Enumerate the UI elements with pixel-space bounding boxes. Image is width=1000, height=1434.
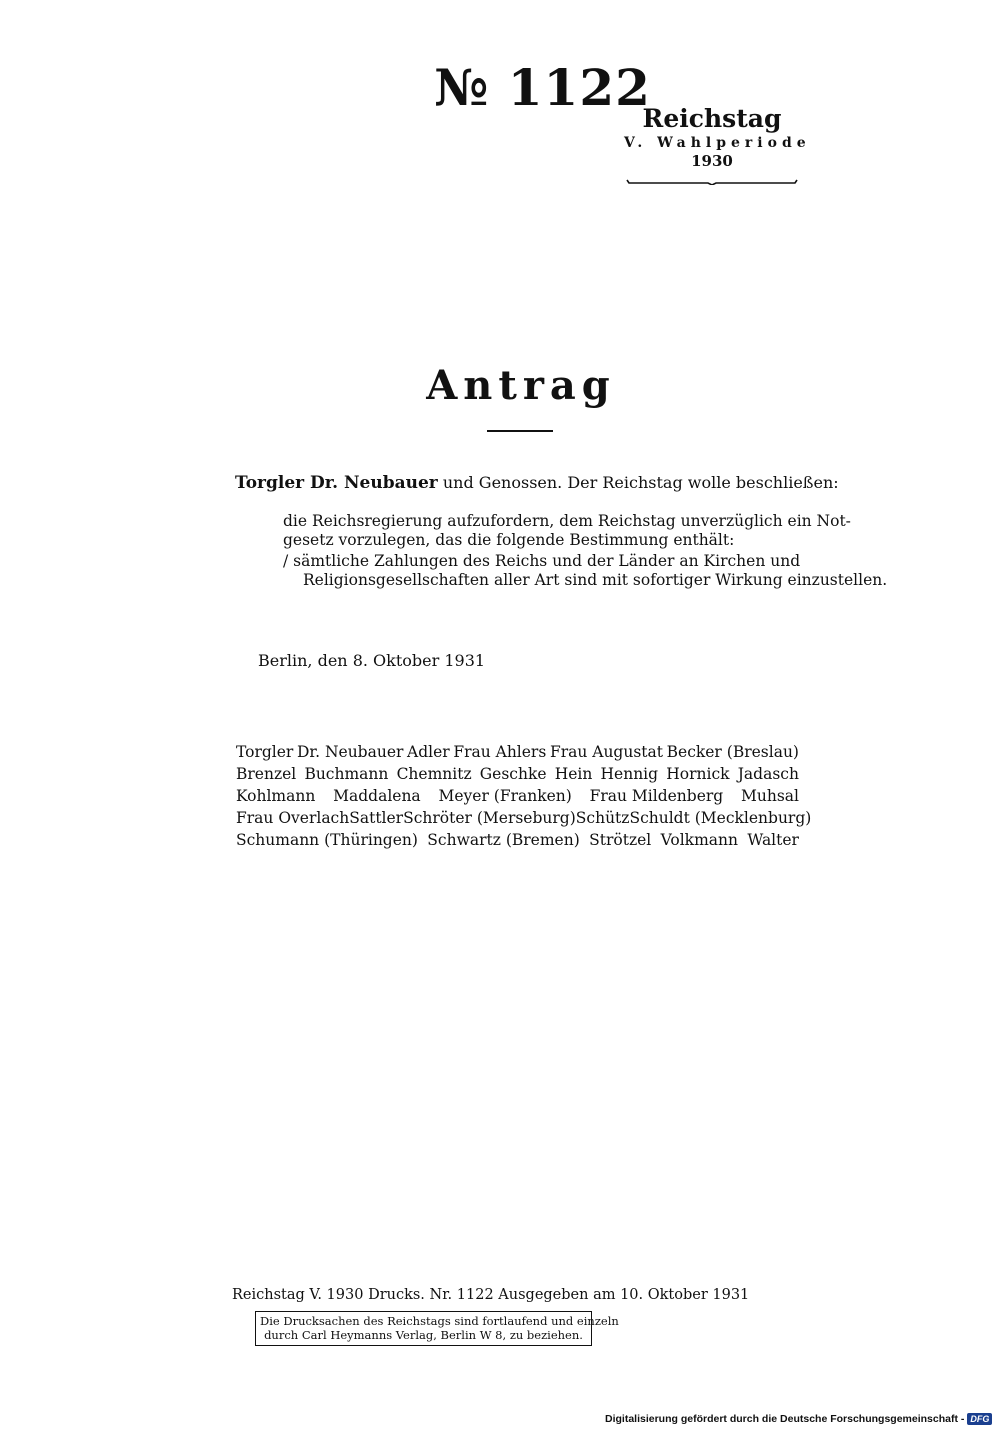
- signatory-row: [236, 831, 799, 849]
- signatory: Adler: [407, 743, 450, 761]
- signatory: Schütz: [575, 809, 630, 827]
- signatory: Dr. Neubauer: [296, 743, 404, 761]
- body-line-4: Religionsgesellschaften aller Art sind mit sofortiger Wirkung einzustellen.: [303, 571, 888, 589]
- digitization-credit: [605, 1413, 992, 1425]
- signatory: Chemnitz: [396, 765, 472, 783]
- document-title: Antrag: [426, 362, 616, 409]
- signatory: Sattler: [349, 809, 404, 827]
- print-reference: Reichstag V. 1930 Drucks. Nr. 1122 Ausgegeben am 10. Oktober 1931: [232, 1287, 750, 1303]
- signatory: Frau Ahlers: [453, 743, 547, 761]
- notice-line-2: durch Carl Heymanns Verlag, Berlin W 8, zu beziehen.: [264, 1328, 583, 1342]
- body-line-3: / sämtliche Zahlungen des Reichs und der Länder an Kirchen und: [283, 552, 801, 570]
- signatory: Brenzel: [236, 765, 297, 783]
- electoral-period: V. Wahlperiode: [624, 135, 811, 151]
- intro-line: [235, 473, 839, 493]
- signatory: Hein: [554, 765, 593, 783]
- signatory-row: [236, 743, 799, 761]
- signatory: Schwartz (Bremen): [427, 831, 580, 849]
- header-rule: [626, 179, 798, 185]
- signatory: Meyer (Franken): [438, 787, 572, 805]
- signatory: Muhsal: [740, 787, 799, 805]
- distribution-notice: [255, 1311, 619, 1346]
- period-year: 1930: [691, 152, 733, 170]
- title-rule: [487, 430, 553, 432]
- signatory: Frau Augustat: [549, 743, 663, 761]
- notice-line-1: Die Drucksachen des Reichstags sind fortlaufend und einzeln: [260, 1314, 619, 1328]
- signatory: Strötzel: [589, 831, 652, 849]
- signatory: Buchmann: [304, 765, 389, 783]
- signatory: Frau Overlach: [236, 809, 350, 827]
- date-line: Berlin, den 8. Oktober 1931: [258, 651, 486, 670]
- body-line-1: die Reichsregierung aufzufordern, dem Reichstag unverzüglich ein Not-: [283, 512, 851, 530]
- signatory: Schumann (Thüringen): [236, 831, 418, 849]
- signatory-row: [236, 809, 812, 827]
- signatory: Maddalena: [333, 787, 421, 805]
- dfg-logo: DFG: [967, 1413, 992, 1425]
- signatory: Walter: [747, 831, 799, 849]
- signatory: Hornick: [666, 765, 730, 783]
- signatory: Jadasch: [737, 765, 799, 783]
- signatory: Volkmann: [660, 831, 738, 849]
- institution-name: Reichstag: [642, 104, 782, 133]
- signatory: Frau Mildenberg: [589, 787, 724, 805]
- intro-text: und Genossen. Der Reichstag wolle beschließen:: [442, 473, 839, 492]
- proposer-names: Torgler Dr. Neubauer: [235, 473, 438, 493]
- signatory: Torgler: [236, 743, 294, 761]
- signatory-row: [236, 787, 799, 805]
- credit-text: Digitalisierung gefördert durch die Deutsche Forschungsgemeinschaft -: [605, 1413, 965, 1425]
- signatory: Becker (Breslau): [666, 743, 799, 761]
- signatory: Schuldt (Mecklenburg): [629, 809, 812, 827]
- document-number: № 1122: [434, 58, 651, 117]
- signatory: Schröter (Merseburg): [403, 809, 576, 827]
- signatory: Kohlmann: [236, 787, 316, 805]
- reichstag-header: [624, 104, 811, 189]
- signatory: Geschke: [479, 765, 547, 783]
- body-line-2: gesetz vorzulegen, das die folgende Bestimmung enthält:: [283, 531, 735, 549]
- signatory-row: [236, 765, 799, 783]
- signatory: Hennig: [600, 765, 659, 783]
